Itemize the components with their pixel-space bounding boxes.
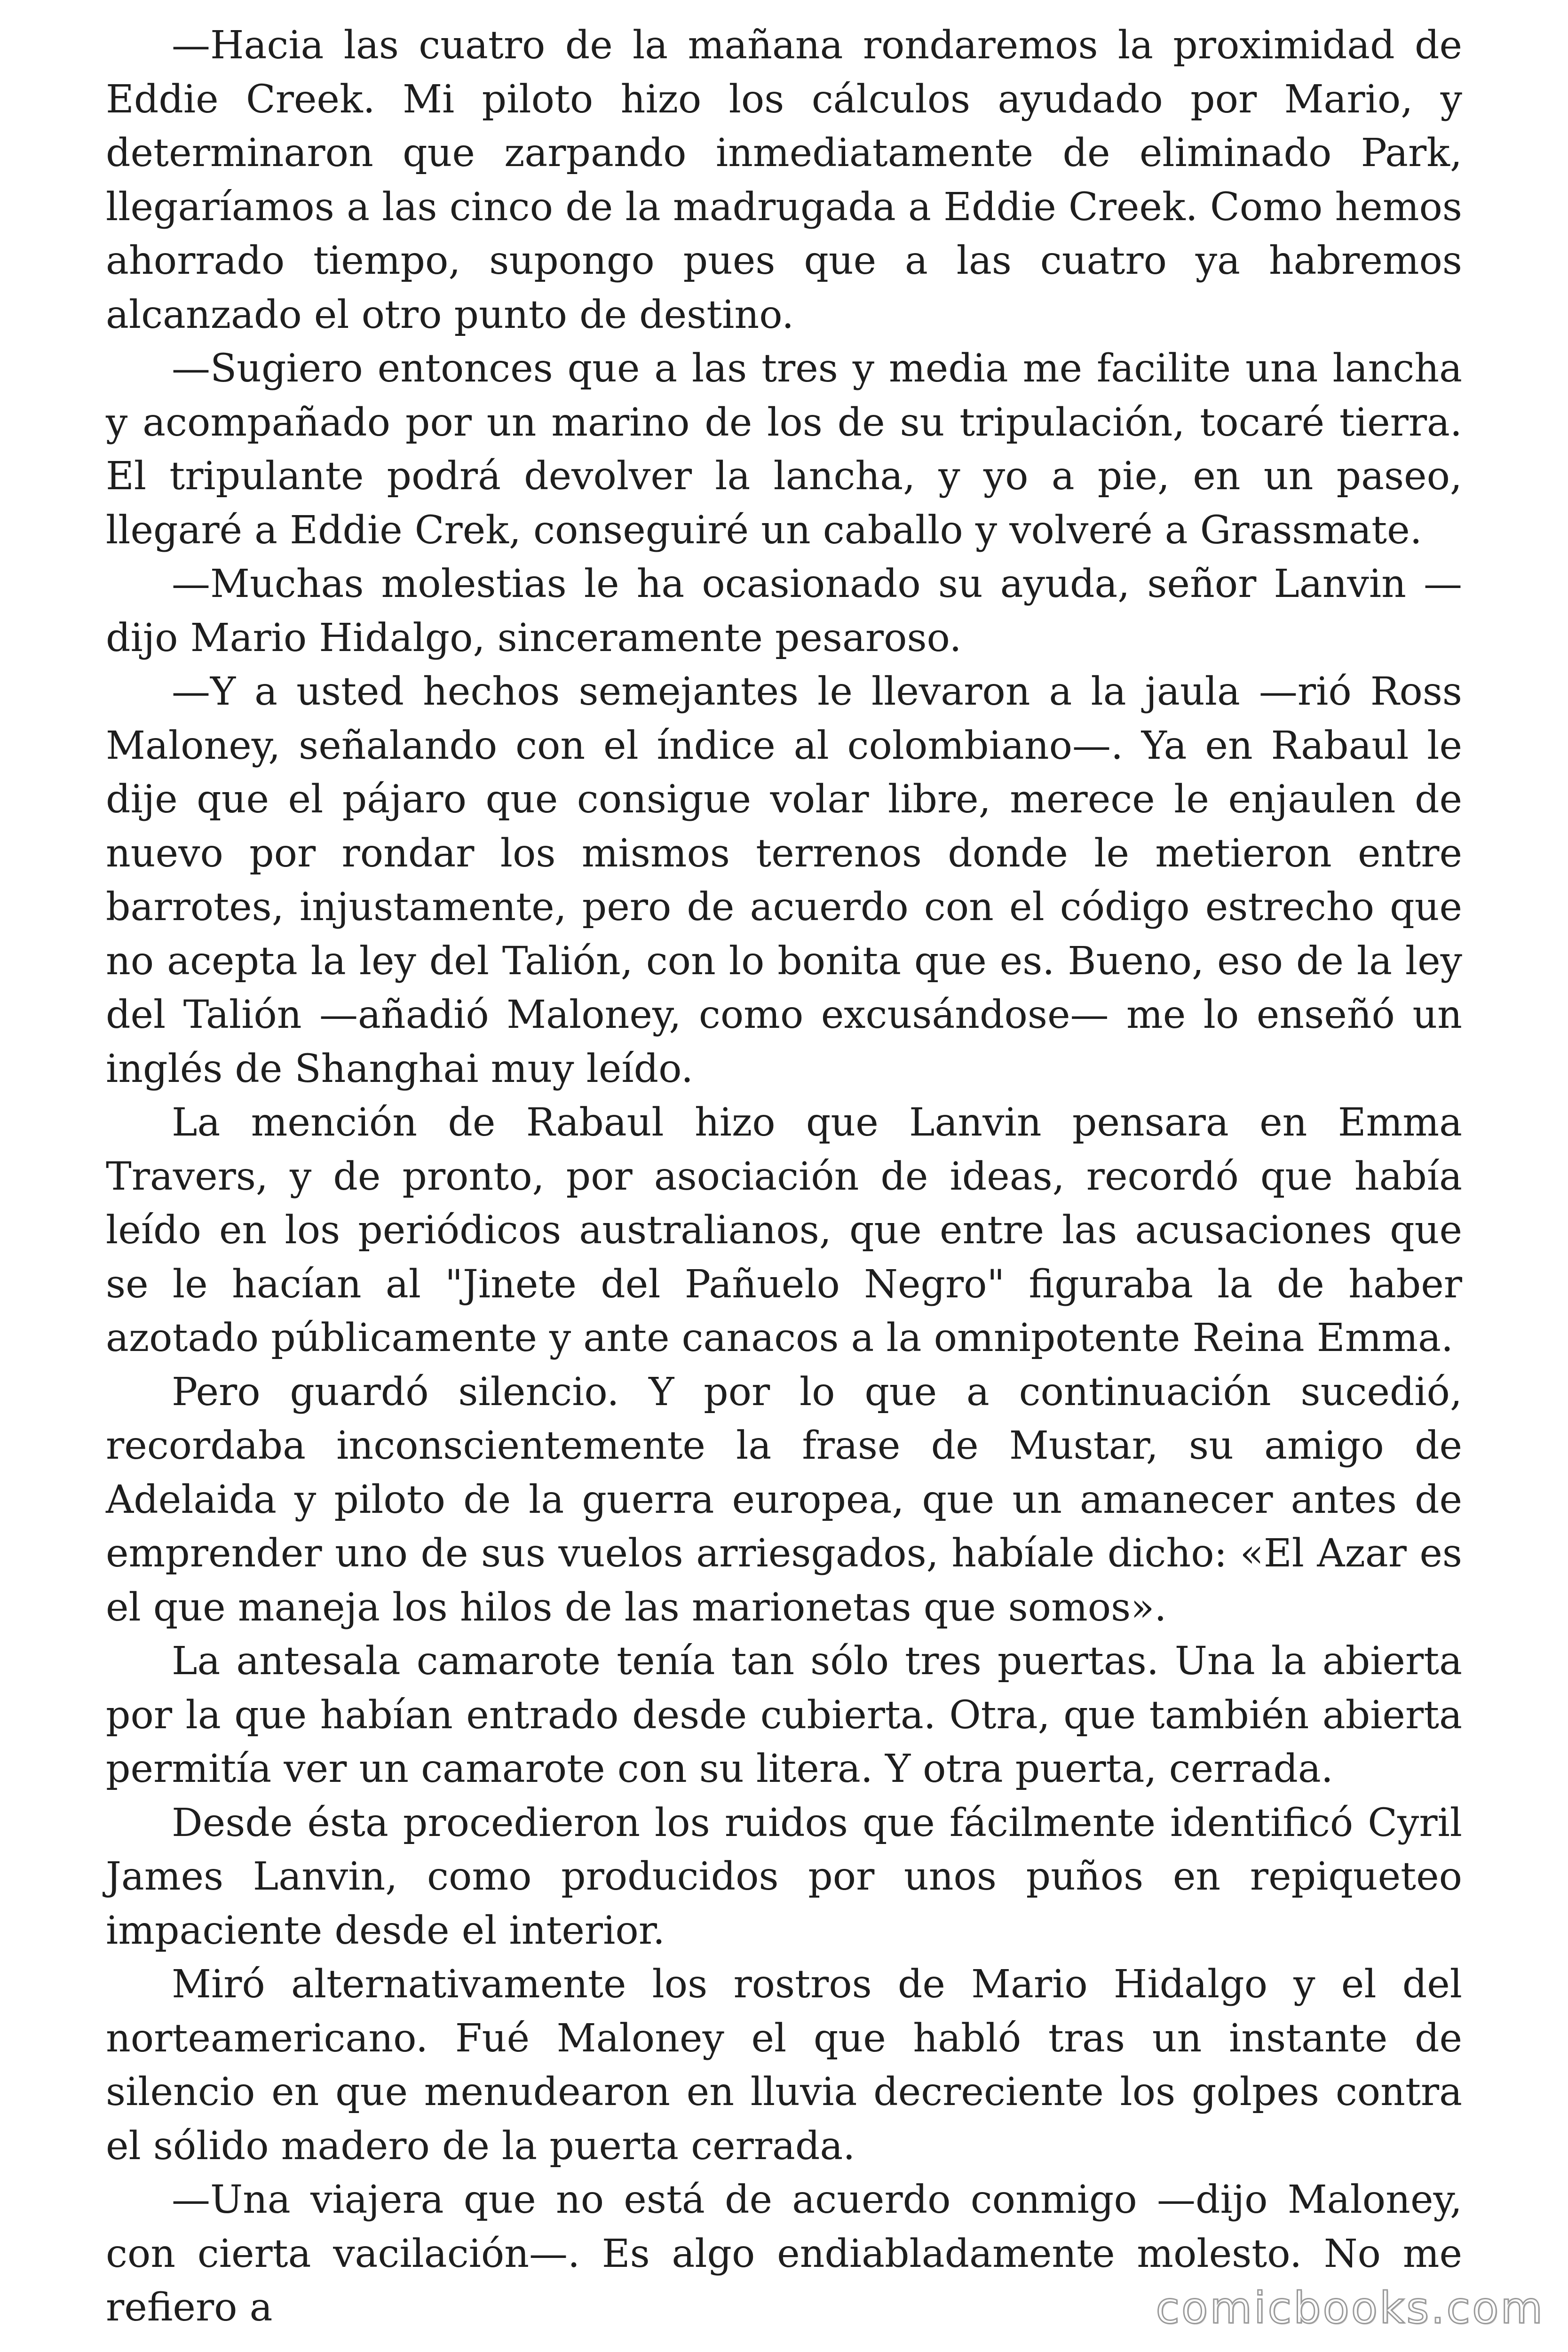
paragraph: —Una viajera que no está de acuerdo conmigo —dijo Maloney, con cierta vacilación—. Es algo endiabladamente molesto. No me refiero a	[106, 2177, 1462, 2330]
paragraph: —Muchas molestias le ha ocasionado su ayuda, señor Lanvin — dijo Mario Hidalgo, sinceramente pesaroso.	[106, 562, 1462, 660]
paragraph: Desde ésta procedieron los ruidos que fácilmente identificó Cyril James Lanvin, como producidos por unos puños en repiqueteo impaciente desde el interior.	[106, 1800, 1462, 1953]
paragraph: —Sugiero entonces que a las tres y media me facilite una lancha y acompañado por un marino de los de su tripulación, tocaré tierra. El tripulante podrá devolver la lancha, y yo a pie, en un paseo, llegaré a Eddie Crek, conseguiré un caballo y volveré a Grassmate.	[106, 346, 1462, 553]
paragraph: —Hacia las cuatro de la mañana rondaremos la proximidad de Eddie Creek. Mi piloto hizo los cálculos ayudado por Mario, y determinaron que zarpando inmediatamente de eliminado Park, llegaríamos a las cinco de la madrugada a Eddie Creek. Como hemos ahorrado tiempo, supongo pues que a las cuatro ya habremos alcanzado el otro punto de destino.	[106, 23, 1462, 337]
paragraph: La mención de Rabaul hizo que Lanvin pensara en Emma Travers, y de pronto, por asociación de ideas, recordó que había leído en los periódicos australianos, que entre las acusaciones que se le hacían al "Jinete del Pañuelo Negro" figuraba la de haber azotado públicamente y ante canacos a la omnipotente Reina Emma.	[106, 1100, 1462, 1360]
paragraph: —Y a usted hechos semejantes le llevaron a la jaula —rió Ross Maloney, señalando con el índice al colombiano—. Ya en Rabaul le dije que el pájaro que consigue volar libre, merece le enjaulen de nuevo por rondar los mismos terrenos donde le metieron entre barrotes, injustamente, pero de acuerdo con el código estrecho que no acepta la ley del Talión, con lo bonita que es. Bueno, eso de la ley del Talión —añadió Maloney, como excusándose— me lo enseñó un inglés de Shanghai muy leído.	[106, 669, 1462, 1091]
paragraph: Miró alternativamente los rostros de Mario Hidalgo y el del norteamericano. Fué Maloney el que habló tras un instante de silencio en que menudearon en lluvia decreciente los golpes contra el sólido madero de la puerta cerrada.	[106, 1962, 1462, 2169]
book-page	[106, 19, 1462, 2335]
watermark: comicbooks.com	[1156, 2283, 1544, 2333]
paragraph: Pero guardó silencio. Y por lo que a continuación sucedió, recordaba inconscientemente la frase de Mustar, su amigo de Adelaida y piloto de la guerra europea, que un amanecer antes de emprender uno de sus vuelos arriesgados, habíale dicho: «El Azar es el que maneja los hilos de las marionetas que somos».	[106, 1369, 1462, 1630]
paragraph: La antesala camarote tenía tan sólo tres puertas. Una la abierta por la que habían entrado desde cubierta. Otra, que también abierta permitía ver un camarote con su litera. Y otra puerta, cerrada.	[106, 1639, 1462, 1791]
